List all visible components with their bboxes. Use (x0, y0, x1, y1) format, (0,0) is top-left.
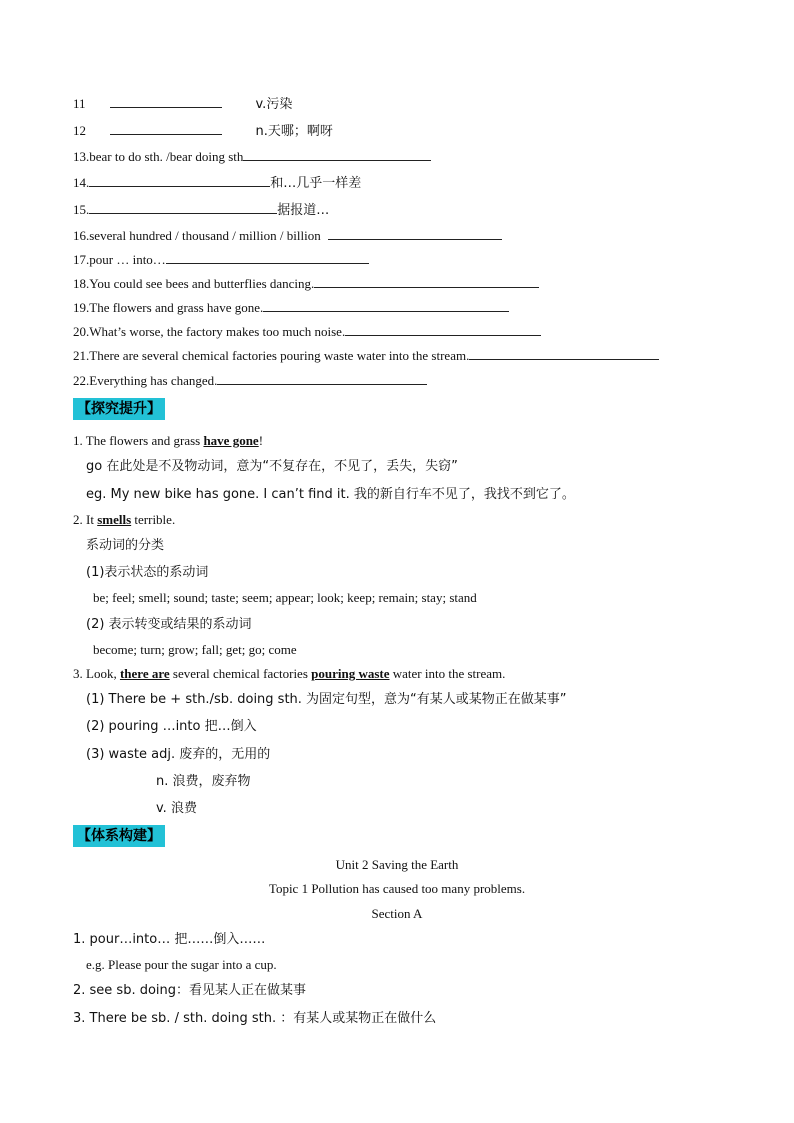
vocab-line-11 (73, 95, 292, 114)
topic-title (0, 880, 794, 898)
system-item-1-example (86, 956, 277, 974)
explore-point-3-noun (156, 772, 251, 791)
answer-blank[interactable] (314, 275, 539, 288)
answer-blank[interactable] (110, 95, 222, 108)
vocab-line-21 (73, 347, 659, 365)
linking-verb-title (86, 536, 164, 555)
example-text: eg. My new bike has gone. I can’t find it. 我的新自行车不见了，我找不到它了。 (86, 487, 575, 502)
item-text: 1. pour…into… 把……倒入…… (73, 932, 266, 947)
point-text: water into the stream. (389, 666, 506, 681)
note-text: (1) There be + sth./sb. doing sth. 为固定句型，意为“有某人或某物正在做某事” (86, 692, 567, 707)
answer-blank[interactable] (89, 174, 270, 187)
answer-blank[interactable] (217, 372, 427, 385)
item-text: 2. see sb. doing：看见某人正在做某事 (73, 983, 307, 998)
word-list: become; turn; grow; fall; get; go; come (93, 642, 297, 657)
explore-point-3-verb (156, 799, 197, 818)
point-text: terrible. (131, 512, 176, 527)
vocab-line-22 (73, 372, 427, 390)
explore-note (86, 457, 458, 476)
sentence-text: 21.There are several chemical factories pouring waste water into the stream. (73, 348, 470, 363)
vocab-line-17 (73, 251, 369, 269)
section-title (0, 905, 794, 923)
chinese-meaning: n.天哪；啊呀 (255, 124, 333, 139)
explore-point-3-sub1 (86, 690, 567, 709)
section-header-system: 【体系构建】 (73, 825, 165, 847)
linking-verb-change-list (93, 641, 297, 659)
note-text: go 在此处是不及物动词，意为“不复存在，不见了，丢失，失窃” (86, 459, 458, 474)
word-list: be; feel; smell; sound; taste; seem; appear; look; keep; remain; stay; stand (93, 590, 477, 605)
explore-point-3-sub3 (86, 745, 270, 764)
item-number: 12 (73, 123, 86, 138)
note-text: n. 浪费，废弃物 (156, 774, 251, 789)
explore-point-3-sub2 (86, 717, 257, 736)
topic-title-text: Topic 1 Pollution has caused too many problems. (268, 881, 526, 896)
answer-blank[interactable] (243, 148, 431, 161)
note-text: (3) waste adj. 废弃的，无用的 (86, 747, 271, 762)
vocab-line-16 (73, 227, 502, 245)
linking-verb-change-heading (86, 615, 252, 634)
sentence-text: 22.Everything has changed. (73, 373, 218, 388)
vocab-line-14 (73, 174, 361, 193)
answer-blank[interactable] (263, 299, 509, 312)
answer-blank[interactable] (469, 347, 659, 360)
point-text: ! (258, 433, 264, 448)
explore-point-2 (73, 511, 175, 529)
keyword: have gone (203, 433, 259, 448)
keyword: pouring waste (311, 666, 390, 681)
explore-point-1 (73, 432, 263, 450)
subtitle-text: (2) 表示转变或结果的系动词 (86, 617, 252, 632)
answer-blank[interactable] (110, 122, 222, 135)
answer-blank[interactable] (89, 201, 277, 214)
chinese-meaning: v.污染 (255, 97, 293, 112)
item-number: 14. (73, 175, 90, 190)
section-header-explore: 【探究提升】 (73, 398, 165, 420)
note-text: (2) pouring …into 把…倒入 (86, 719, 257, 734)
phrase-text: 16.several hundred / thousand / million / billion (73, 228, 321, 243)
explore-example (86, 485, 575, 504)
point-text: 3. Look, (73, 666, 120, 681)
keyword: smells (97, 512, 132, 527)
example-text: e.g. Please pour the sugar into a cup. (86, 957, 277, 972)
item-text: 3. There be sb. / sth. doing sth. ：有某人或某物正在做什么 (73, 1011, 437, 1026)
point-text: several chemical factories (169, 666, 312, 681)
vocab-line-13 (73, 148, 431, 166)
note-text: v. 浪费 (156, 801, 197, 816)
answer-blank[interactable] (328, 227, 502, 240)
unit-title (0, 856, 794, 874)
item-number: 11 (73, 96, 86, 111)
point-text: 1. The flowers and grass (73, 433, 204, 448)
system-item-1 (73, 930, 265, 949)
explore-point-3 (73, 665, 505, 683)
unit-title-text: Unit 2 Saving the Earth (335, 857, 459, 872)
system-item-2 (73, 981, 306, 1000)
vocab-line-19 (73, 299, 509, 317)
subtitle-text: (1)表示状态的系动词 (86, 565, 209, 580)
vocab-line-20 (73, 323, 541, 341)
subtitle-text: 系动词的分类 (86, 538, 165, 553)
answer-blank[interactable] (166, 251, 369, 264)
sentence-text: 19.The flowers and grass have gone. (73, 300, 264, 315)
phrase-text: 17.pour … into… (73, 252, 166, 267)
vocab-line-18 (73, 275, 539, 293)
linking-verb-state-heading (86, 563, 208, 582)
sentence-text: 20.What’s worse, the factory makes too much noise. (73, 324, 346, 339)
point-text: 2. It (73, 512, 98, 527)
answer-blank[interactable] (345, 323, 541, 336)
item-number: 15. (73, 202, 90, 217)
vocab-line-15 (73, 201, 329, 220)
chinese-meaning: 和…几乎一样差 (270, 176, 362, 191)
vocab-line-12 (73, 122, 333, 141)
chinese-meaning: 据报道… (277, 203, 330, 218)
keyword: there are (119, 666, 170, 681)
sentence-text: 18.You could see bees and butterflies dancing. (73, 276, 315, 291)
section-title-text: Section A (371, 906, 423, 921)
system-item-3 (73, 1009, 436, 1028)
phrase-text: 13.bear to do sth. /bear doing sth (73, 149, 244, 164)
linking-verb-state-list (93, 589, 477, 607)
